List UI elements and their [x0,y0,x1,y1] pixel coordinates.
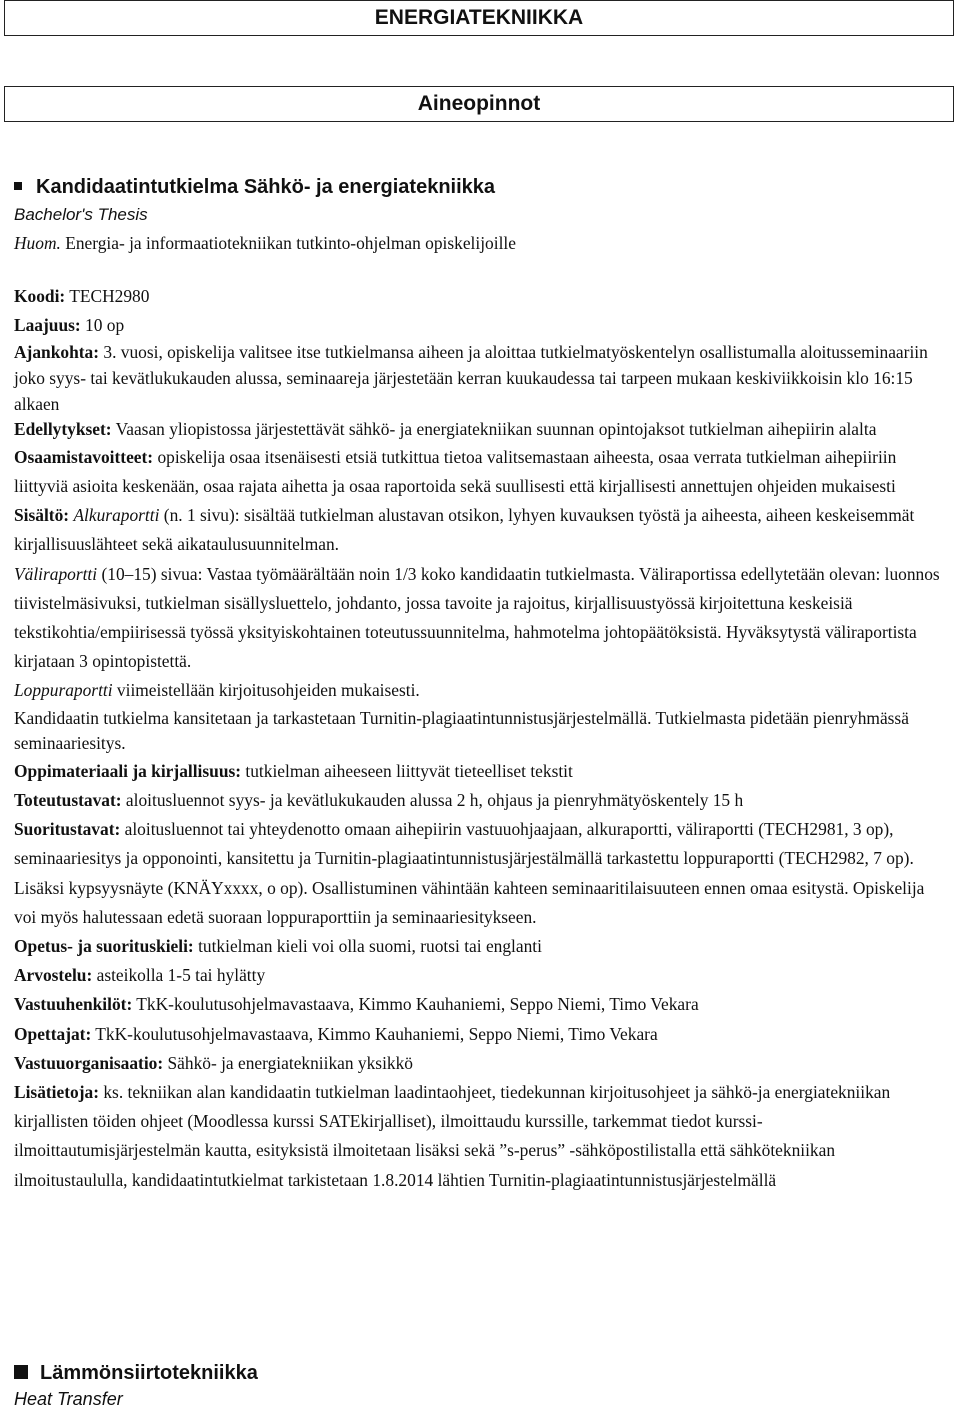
section-title: Aineopinnot [417,92,541,115]
info-row: Lisätietoja: ks. tekniikan alan kandidaatin tutkielman laadintaohjeet, tiedekunnan kirjoitusohjeet ja sähkö-ja energiatekniikan kirjallisten töiden ohjeet (Moodlessa kurssi SATEkirjalliset), ilmoittaudu kurssille, tarkemmat tiedot kurssi-ilmoittautumisjärjestelmän kautta, esityksistä ilmoitetaan lisäksi sekä ”s-perus” -sähköpostilistalla että sähkötekniikan ilmoitustaululla, kandidaatintutkielmat tarkistetaan 1.8.2014 lähtien Turnitin-plagiaatintunnistusjärjestelmällä [14,1082,891,1190]
course-title: Kandidaatintutkielma Sähkö- ja energiatekniikka [14,174,495,200]
teachers-row: Opettajat: TkK-koulutusohjelmavastaava, Kimmo Kauhaniemi, Seppo Niemi, Timo Vekara [14,1023,658,1044]
content-final: Loppuraportti viimeistellään kirjoitusohjeiden mukaisesti. [14,680,420,701]
materials-row: Oppimateriaali ja kirjallisuus: tutkielman aiheeseen liittyvät tieteelliset tekstit [14,760,573,781]
content-interim: Väliraportti (10–15) sivua: Vastaa työmäärältään noin 1/3 koko kandidaatin tutkielmasta. Väliraportissa edellytetään olevan: luonnos tiivistelmäsivuksi, tutkielman sisällysluettelo, johdanto, jossa tavoite ja rajoitus, kirjallisuustyössä kirjoitettuna keskeisiä tekstikohtia/empiirisessä työssä yksityiskohtainen toteutussuunnitelma, hahmotelma johtopäätöksistä. Hyväksytystä väliraportista kirjataan 3 opintopistettä. [14,563,940,672]
course-details [14,282,946,1195]
square-bullet-icon [14,182,22,190]
credits-row: Laajuus: 10 op [14,315,125,336]
code-row: Koodi: TECH2980 [14,286,150,306]
prereq-row: Edellytykset: Vaasan yliopistossa järjestettävät sähkö- ja energiatekniikan suunnan opintojaksot tutkielman aihepiirin alalta [14,419,877,440]
course-subtitle: Bachelor's Thesis [14,205,148,224]
implementation-row: Toteutustavat: aloitusluennot syys- ja kevätlukukauden alussa 2 h, ohjaus ja pienryhmätyöskentely 15 h [14,790,744,810]
course2-title: Lämmönsiirtotekniikka [14,1360,258,1386]
department-title-box [4,0,954,36]
department-title: ENERGIATEKNIIKKA [374,6,584,29]
timing-row: Ajankohta: 3. vuosi, opiskelija valitsee itse tutkielmansa aiheen ja aloittaa tutkielmatyöskentelyn osallistumalla aloitusseminaariin joko syys- tai kevätlukukauden alussa, seminaareja järjestetään kerran kuukaudessa tai tarpeen mukaan keskiviikkoisin klo 16:15 alkaen [14,342,928,414]
language-row: Opetus- ja suorituskieli: tutkielman kieli voi olla suomi, ruotsi tai englanti [14,936,542,957]
outcomes-row: Osaamistavoitteet: opiskelija osaa itsenäisesti etsiä tutkittua tietoa valitsemastaan aiheesta, osaa verrata tutkielman aihepiiriin liittyviä asioita keskenään, osaa rajata aihetta ja osaa raportoida sekä suullisesti että kirjallisesti annettujen ohjeiden mukaisesti [14,446,897,496]
section-title-box [4,86,954,122]
course2-subtitle: Heat Transfer [14,1389,123,1409]
responsible-row: Vastuuhenkilöt: TkK-koulutusohjelmavastaava, Kimmo Kauhaniemi, Seppo Niemi, Timo Vekara [14,994,699,1015]
completion-row: Suoritustavat: aloitusluennot tai yhteydenotto omaan aihepiirin vastuuohjaajaan, alkuraportti, väliraportti (TECH2981, 3 op), seminaariesitys ja opponointi, kansitettu ja Turnitin-plagiaatintunnistusjärjestälmällä tarkastettu loppuraportti (TECH2982, 7 op). Lisäksi kypsyysnäyte (KNÄYxxxx, o op). Osallistuminen vähintään kahteen seminaaritilaisuuteen ennen omaa esitystä. Opiskelija voi myös halutessaan edetä suoraan loppuraporttiin ja seminaariesitykseen. [14,819,925,927]
grading-row: Arvostelu: asteikolla 1-5 tai hylätty [14,965,266,986]
square-bullet-icon [14,1365,28,1379]
content-extra: Kandidaatin tutkielma kansitetaan ja tarkastetaan Turnitin-plagiaatintunnistusjärjestelmällä. Tutkielmasta pidetään pienryhmässä seminaariesitys. [14,707,909,754]
content-row: Sisältö: Alkuraportti (n. 1 sivu): sisältää tutkielman alustavan otsikon, lyhyen kuvauksen työstä ja aiheesta, aiheen keskeisemmät kirjallisuuslähteet sekä aikataulusuunnitelman. [14,505,915,555]
organisation-row: Vastuuorganisaatio: Sähkö- ja energiatekniikan yksikkö [14,1052,413,1073]
course-note: Huom. Energia- ja informaatiotekniikan tutkinto-ohjelman opiskelijoille [14,233,516,253]
